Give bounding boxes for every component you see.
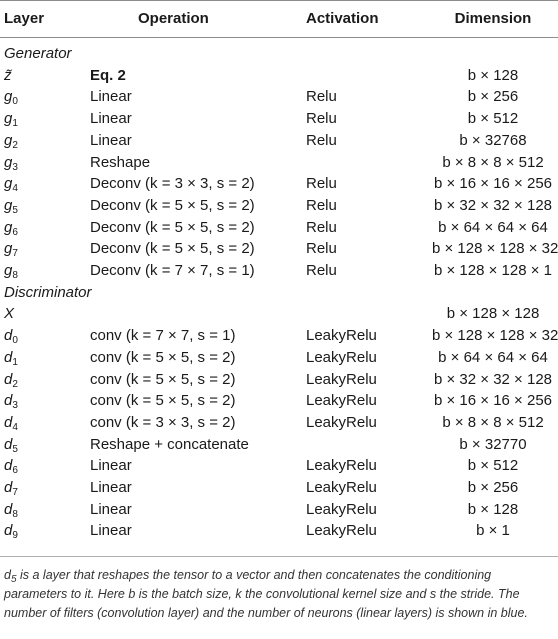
operation-cell: conv (k = 7 × 7, s = 1) [90,327,236,345]
layer-name: g [4,88,13,106]
layer-subscript: 4 [12,421,18,433]
operation-cell: conv (k = 5 × 5, s = 2) [90,370,236,388]
operation-cell: Linear [90,88,132,106]
dimension-cell: b × 16 × 16 × 256 [433,392,553,410]
layer-name: g [4,196,13,214]
dimension-cell: b × 256 [467,88,519,106]
section-label: Generator [4,45,72,62]
operation-cell: conv (k = 3 × 3, s = 2) [90,413,236,431]
table-row [0,153,558,175]
layer-subscript: 5 [12,204,18,216]
layer-subscript: 2 [12,378,18,390]
table-row [0,391,558,413]
operation-cell: Deconv (k = 5 × 5, s = 2) [90,240,255,258]
footnote-text: is a layer that reshapes the tensor to a vector and then concatenates the conditioning parameters to it. Here b is the batch size, k the convolutional kernel size and s the stride. The number of filters (convolution layer) and the number of neurons (linear layers) is shown in blue. [4,568,528,621]
activation-cell: LeakyRelu [306,327,377,345]
table-bottom-rule [0,556,558,557]
table-row [0,174,558,196]
layer-cell [4,88,18,108]
layer-cell [4,327,18,347]
layer-subscript: 9 [12,530,18,542]
layer-cell [4,522,18,542]
layer-cell [4,371,18,388]
layer-subscript: 1 [12,118,18,130]
dimension-cell: b × 512 [467,457,519,475]
operation-cell: Linear [90,457,132,475]
table-top-rule [0,0,558,1]
header-dimension: Dimension [454,10,532,27]
dimension-cell: b × 128 × 128 × 1 [433,262,553,279]
header-rule [0,37,558,38]
operation-cell: conv (k = 5 × 5, s = 2) [90,392,236,410]
dimension-cell: b × 8 × 8 × 512 [442,153,544,171]
layer-cell [4,479,18,496]
layer-cell [4,436,18,453]
activation-cell: LeakyRelu [306,370,377,388]
activation-cell: LeakyRelu [306,522,377,540]
layer-name: g [4,240,13,258]
header-operation: Operation [138,10,209,27]
dimension-cell: b × 1 [476,522,510,540]
layer-name: d [4,413,13,431]
dimension-cell: b × 8 × 8 × 512 [442,413,544,431]
layer-subscript: 3 [12,400,18,412]
layer-subscript: 8 [12,508,18,520]
activation-cell: Relu [306,240,337,258]
table-row [0,131,558,153]
layer-cell [4,305,14,322]
layer-cell [4,197,18,214]
activation-cell: Relu [306,88,337,106]
activation-cell: Relu [306,131,337,149]
layer-cell [4,132,18,149]
table-row [0,456,558,478]
table-row [0,261,558,283]
layer-name: g [4,131,13,149]
layer-cell [4,349,18,366]
layer-subscript: 4 [12,183,18,195]
layer-cell [4,110,18,130]
header-layer: Layer [4,10,45,27]
layer-name: d [4,435,13,453]
operation-cell: Linear [90,522,132,540]
dimension-cell: b × 128 [467,66,519,84]
operation-cell: Deconv (k = 5 × 5, s = 2) [90,196,255,214]
table-row [0,326,558,348]
table-row [0,348,558,370]
table-row [0,196,558,218]
dimension-cell: b × 16 × 16 × 256 [433,175,553,193]
table-row [0,521,558,543]
layer-subscript: 8 [12,270,18,281]
dimension-cell: b × 128 [467,500,519,518]
section-discriminator [0,283,558,305]
table-row [0,239,558,261]
dimension-cell: b × 256 [467,479,519,496]
table-row [0,500,558,522]
layer-cell [4,392,18,412]
activation-cell: LeakyRelu [306,413,377,431]
table-row [0,87,558,109]
activation-cell: LeakyRelu [306,457,377,475]
operation-cell: Deconv (k = 7 × 7, s = 1) [90,262,255,279]
operation-cell: Reshape [90,153,151,171]
table-row [0,66,558,88]
layer-name: d [4,522,13,540]
layer-subscript: 1 [12,356,18,368]
table-row [0,304,558,326]
operation-cell: Linear [90,500,132,518]
activation-cell: LeakyRelu [306,392,377,410]
layer-name: g [4,262,13,279]
section-generator [0,44,558,66]
layer-subscript: 0 [12,96,18,108]
layer-cell [4,262,18,279]
layer-subscript: 7 [12,487,18,498]
operation-cell: Deconv (k = 5 × 5, s = 2) [90,218,255,236]
layer-subscript: 2 [12,139,18,151]
layer-subscript: 3 [12,161,18,173]
dimension-cell: b × 32 × 32 × 128 [433,370,553,388]
table-row [0,413,558,435]
layer-name: d [4,500,13,518]
activation-cell: Relu [306,110,337,128]
table-footnote [4,566,554,624]
dimension-cell: b × 64 × 64 × 64 [438,218,548,236]
dimension-cell: b × 512 [467,110,519,128]
layer-cell [4,67,12,84]
header-activation: Activation [306,10,379,27]
layer-name: d [4,348,13,366]
table-row [0,218,558,240]
footnote-layer-subscript: 5 [10,574,17,585]
section-label: Discriminator [4,283,92,301]
table-row [0,478,558,500]
layer-cell [4,457,18,477]
layer-cell [4,240,18,260]
operation-cell: Linear [90,131,132,149]
table-row [0,370,558,392]
layer-cell [4,219,18,236]
operation-cell: Linear [90,479,132,496]
dimension-cell: b × 64 × 64 × 64 [438,348,548,366]
operation-cell: conv (k = 5 × 5, s = 2) [90,348,236,366]
layer-name: g [4,218,13,236]
layer-subscript: 6 [12,465,18,477]
layer-name: z̃ [4,66,12,84]
layer-subscript: 7 [12,248,18,260]
layer-name: d [4,327,13,345]
layer-cell [4,501,18,518]
layer-subscript: 5 [12,443,18,455]
operation-cell: Linear [90,110,132,128]
activation-cell: LeakyRelu [306,500,377,518]
activation-cell: Relu [306,218,337,236]
layer-name: d [4,392,13,410]
operation-cell: Eq. 2 [90,66,126,84]
activation-cell: LeakyRelu [306,348,377,366]
layer-cell [4,414,18,431]
activation-cell: Relu [306,262,337,279]
layer-cell [4,175,18,195]
footnote-layer: d [4,568,11,582]
layer-name: X [4,305,15,323]
layer-subscript: 6 [12,226,18,238]
dimension-cell: b × 128 × 128 × 32 [432,327,558,345]
layer-name: d [4,479,13,496]
layer-name: g [4,175,13,193]
layer-cell [4,154,18,171]
dimension-cell: b × 32768 [459,131,527,149]
dimension-cell: b × 32770 [459,435,527,453]
dimension-cell: b × 128 × 128 [446,305,540,323]
layer-subscript: 0 [12,335,18,347]
layer-name: d [4,457,13,475]
activation-cell: LeakyRelu [306,479,377,496]
layer-name: g [4,110,13,128]
layer-name: g [4,153,13,171]
dimension-cell: b × 32 × 32 × 128 [433,196,553,214]
table-row [0,109,558,131]
operation-cell: Reshape + concatenate [90,435,249,453]
activation-cell: Relu [306,196,337,214]
dimension-cell: b × 128 × 128 × 32 [432,240,558,258]
table-row [0,435,558,457]
activation-cell: Relu [306,175,337,193]
layer-name: d [4,370,13,388]
operation-cell: Deconv (k = 3 × 3, s = 2) [90,175,255,193]
